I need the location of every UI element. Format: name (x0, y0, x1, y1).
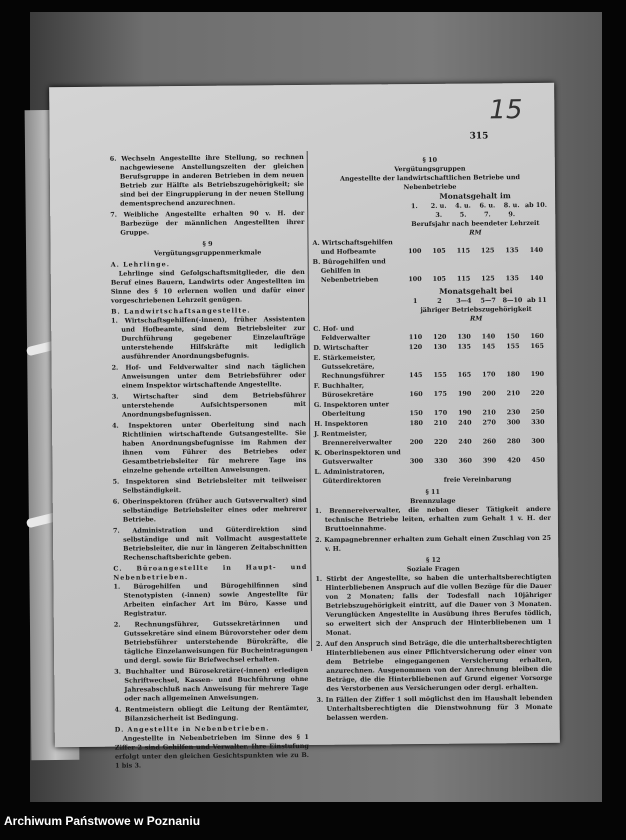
table-cell: 115 (456, 274, 471, 283)
table-cell: 250 (531, 407, 545, 417)
row-label: H. Inspektoren (314, 419, 369, 428)
column-header: 2 (437, 296, 442, 305)
table-cell: 135 (457, 342, 471, 351)
table-cell: 450 (531, 455, 545, 465)
table-cell: 130 (457, 332, 471, 341)
table-cell: 330 (531, 417, 545, 427)
section-number: § 11 (425, 487, 440, 496)
table-cell: 210 (482, 408, 496, 417)
table-cell: 190 (457, 389, 472, 398)
column-header: ab 10. (524, 200, 547, 210)
table-caption: Berufsjahr nach beendeter Lehrzeit (411, 218, 540, 229)
table-cell: 100 (408, 246, 422, 256)
table-row (314, 466, 550, 486)
table-cell: 145 (481, 342, 496, 351)
row-label: K. Oberinspektoren und Gutsverwalter (314, 448, 401, 466)
section-number: § 10 (422, 155, 438, 164)
table-cell: 230 (506, 408, 521, 417)
currency: RM (469, 314, 483, 323)
page-number: 315 (469, 131, 489, 142)
paragraph: 6. Wechseln Angestellte ihre Stellung, so rechnen nachgewiesene Anstellungszeiten der gleichen Berufsgruppe in anderen Betrieben in dem neuen Betrieb zur Hälfte als Betriebszugehörigkeit; sie sind bei der Eingruppierung in der neuen Stellung dementsprechend anzurechnen. (109, 152, 305, 208)
list-item: 3. In Fällen der Ziffer 1 soll möglichst den im Haushalt lebenden Unterhaltsberechtigten die Dienstwohnung für 3 Monate belassen werden. (316, 693, 553, 722)
column-header: ab 11 (526, 295, 547, 305)
subsection-title: D. Angestellte in Nebenbetrieben. (114, 724, 270, 734)
table-cell: 190 (458, 408, 472, 417)
table-cell: 270 (482, 418, 496, 427)
table-row (313, 323, 549, 343)
list-item: 6. Oberinspektoren (früher auch Gutsverwalter) sind selbständige Betriebsleiter eines oder mehrerer Betriebe. (112, 495, 307, 524)
table-cell: 190 (530, 369, 545, 379)
section-heading: Vergütungsgruppenmerkmale (153, 248, 262, 258)
column-header: 8—10 (502, 296, 523, 305)
table-cell: 135 (505, 274, 519, 283)
table-cell: 150 (506, 332, 520, 341)
document-page (49, 83, 560, 770)
table-cell: 280 (506, 437, 521, 446)
column-header: 1. (410, 202, 418, 211)
table-cell: 140 (529, 245, 544, 255)
table-cell: 220 (530, 388, 545, 398)
list-item: 1. Stirbt der Angestellte, so haben die unterhaltsberechtigten Hinterbliebenen Anspruch auf die vollen Bezüge für die Dauer von 2 Monaten; falls der Todesfall nach 10jähriger Betriebszugehörigkeit eintritt, auf die Dauer von 3 Monaten. Verunglücken Angestellte in Ausübung ihres Berufes tödlich, so erweitert sich der Anspruch der Hinterbliebenen um 1 Monat. (315, 572, 552, 637)
paragraph: Angestellte in Nebenbetrieben im Sinne des § 1 Ziffer 2 sind Gehilfen und Verwalter. Ihre Einstufung erfolgt unter den gleichen Gesichtspunkten wie zu B. 1 bis 3. (114, 732, 310, 770)
paragraph: 7. Weibliche Angestellte erhalten 90 v. H. der Barbezüge der männlichen Angestellten ihrer Gruppe. (110, 208, 305, 237)
table-cell: 300 (531, 436, 545, 446)
table-cell: 180 (506, 370, 520, 379)
list-item: 1. Bürogehilfen und Bürogehilfinnen sind Stenotypisten (-innen) sowie Angestellte für Arbeiten einfacher Art im Büro, Kasse und Registratur. (113, 580, 308, 618)
table-cell: 260 (482, 437, 497, 446)
table-cell: 140 (529, 273, 544, 283)
subsection-title: B. Landwirtschaftsangestellte. (111, 306, 251, 316)
section-subheading: Angestellte der landwirtschaftlichen Betriebe und Nebenbetriebe (339, 173, 520, 192)
table-cell: 360 (458, 456, 472, 465)
table-cell: 240 (458, 437, 472, 446)
table-cell: 330 (434, 456, 448, 465)
table-cell: 200 (482, 389, 496, 398)
list-item: 5. Inspektoren sind Betriebsleiter mit teilweiser Selbständigkeit. (112, 475, 307, 495)
section-heading: Soziale Fragen (406, 564, 460, 574)
table-cell: 170 (433, 408, 448, 417)
archive-caption: Archiwum Państwowe w Poznaniu (4, 814, 201, 828)
subsection-title: A. Lehrlinge. (110, 260, 170, 269)
currency: RM (469, 228, 482, 237)
table-cell: 165 (457, 370, 472, 379)
list-item: 2. Rechnungsführer, Gutssekretärinnen und Gutssekretäre sind einem Bürovorsteher oder dem Betriebsführer unterstehende Bürokräfte, die tägliche Einzelanweisungen für Bucheintragungen und dergl. sowie für Briefwechsel erhalten. (113, 618, 309, 665)
section-number: § 12 (426, 555, 441, 564)
table-cell: 110 (408, 332, 423, 342)
list-item: 2. Hof- und Feldverwalter sind nach täglichen Anweisungen unter dem Betriebsführer oder einem Inspektor wirtschaftende Angestellte. (111, 361, 306, 390)
column-header: 8. u. 9. (503, 201, 520, 219)
table-cell: 155 (506, 342, 520, 351)
row-label: L. Administratoren, Güterdirektoren (314, 467, 385, 485)
table-cell: 100 (408, 274, 422, 284)
table-cell: 300 (506, 418, 521, 427)
table-cell: 135 (505, 246, 519, 255)
right-column (312, 145, 553, 725)
list-item: 7. Administration und Güterdirektion sind selbständige und mit Vollmacht ausgestattete Betriebsleiter, die nur in längeren Zeitabschnitten Rechenschaftsberichte geben. (112, 524, 308, 562)
row-label: B. Bürogehilfen und Gehilfen in Nebenbetrieben (312, 257, 386, 284)
list-item: 4. Rentmeistern obliegt die Leitung der Rentämter, Bilanzsicherheit ist Bedingung. (114, 703, 309, 723)
table-cell: 200 (409, 437, 424, 447)
table-cell: 145 (409, 370, 423, 380)
table-cell: 390 (482, 456, 497, 465)
table-cell: 120 (433, 332, 447, 341)
subsection-title: C. Büroangestellte in Haupt- und Nebenbetrieben. (113, 562, 308, 582)
table-cell: 220 (434, 437, 448, 446)
row-label: G. Inspektoren unter Oberleitung (313, 400, 390, 418)
row-label: F. Buchhalter, Bürosekretäre (313, 381, 374, 399)
table-row (314, 447, 550, 467)
row-label: C. Hof- und Feldverwalter (313, 324, 371, 342)
table-header: Monatsgehalt im (439, 191, 511, 201)
column-header: 2. u. 3. (430, 201, 447, 219)
table-cell: 105 (432, 246, 446, 255)
table-cell: 210 (433, 418, 448, 427)
table-cell: 300 (409, 456, 424, 466)
row-label: E. Stärkemeister, Gutssekretäre, Rechnungsführer (313, 353, 385, 380)
section-number: § 9 (202, 239, 213, 248)
table-cell: 125 (481, 274, 495, 283)
list-item: 2. Auf den Anspruch sind Beträge, die die unterhaltsberechtigten Hinterbliebenen aus einer Pflichtversicherung oder einer von dem Betriebe eingegangenen Versicherung erhalten, anzurechnen. Ausgenommen von der Anrechnung bleiben die Beträge, die die Hinterbliebenen auf Grund eigener Vorsorge des Verstorbenen aus Versicherungen oder dergl. erhalten. (315, 637, 553, 693)
column-header: 4. u. 5. (455, 201, 471, 219)
table-row (313, 352, 549, 381)
table-cell: 130 (433, 342, 447, 351)
section-heading: Vergütungsgruppen (394, 164, 466, 174)
table-cell: 170 (482, 370, 496, 379)
handwritten-number: 15 (489, 95, 523, 126)
row-label: J. Rentmeister, Brennereiverwalter (314, 429, 392, 447)
list-item: 1. Brennereiverwalter, die neben dieser Tätigkeit andere technische Betriebe leiten, erhalten zum Gehalt 1 v. H. der Bruttoeinnahme. (314, 504, 551, 533)
paragraph: Lehrlinge sind Gefolgschaftsmitglieder, die den Beruf eines Bauern, Landwirts oder Angestellten im Sinne des § 10 erlernen wollen und dafür einer vorgeschriebenen Lehrzeit genügen. (110, 267, 305, 305)
table-caption: jähriger Betriebszugehörigkeit (420, 305, 532, 314)
table-cell: 155 (433, 370, 447, 379)
table-cell: 160 (409, 389, 423, 399)
row-label: A. Wirtschaftsgehilfen und Hofbeamte (312, 238, 393, 256)
table-header: Monatsgehalt bei (439, 286, 513, 296)
table-row (314, 380, 550, 400)
list-item: 3. Wirtschafter sind dem Betriebsführer unterstehende Aufsichtspersonen mit Anordnungsbefugnissen. (111, 390, 306, 419)
left-column (110, 153, 309, 773)
table-cell: freie Vereinbarung (443, 475, 512, 484)
list-item: 4. Inspektoren unter Oberleitung sind nach Richtlinien wirtschaftende Gutsangestellte. Sie haben Anordnungsbefugnisse im Rahmen der ihnen vom Führer des Betriebes oder Gesamtbetriebsleiter für mehrere Tage ins einzelne gehende erteilten Anweisungen. (112, 419, 307, 475)
row-label: D. Wirtschafter (313, 343, 369, 352)
table-row (312, 237, 548, 257)
table-cell: 160 (530, 331, 544, 341)
table-cell: 165 (530, 341, 544, 351)
list-item: 3. Buchhalter und Bürosekretäre(-innen) erledigen Schriftwechsel, Kassen- und Buchführung ohne Jahresabschluß nach Anweisung für mehrere Tage oder nach allgemeinen Anweisungen. (114, 665, 309, 703)
table-row (314, 399, 550, 419)
column-header: 1 (412, 297, 418, 306)
table-row (314, 428, 550, 448)
column-header: 5—7 (480, 296, 496, 305)
table-cell: 240 (458, 418, 472, 427)
list-item: 1. Wirtschaftsgehilfen(-innen), früher Assistenten und Hofbeamte, sind dem Betriebsleiter zur Durchführung gegebener Einzelaufträge unterstehende Hilfskräfte mit lediglich ausführender Anordnungsbefugnis. (111, 314, 306, 361)
column-divider (307, 151, 312, 651)
table-cell: 115 (456, 246, 471, 255)
table-cell: 210 (506, 389, 520, 398)
table-cell: 120 (408, 342, 423, 352)
section-heading: Brennzulage (409, 496, 456, 506)
table-cell: 140 (481, 332, 496, 341)
table-cell: 420 (507, 456, 521, 465)
column-header: 6. u. 7. (479, 201, 496, 219)
table-cell: 180 (409, 418, 423, 428)
table-cell: 105 (432, 274, 447, 283)
table-row (313, 256, 549, 285)
column-header: 3—4 (456, 296, 472, 305)
table-cell: 175 (433, 389, 448, 398)
list-item: 2. Kampagnebrenner erhalten zum Gehalt einen Zuschlag von 25 v. H. (315, 533, 552, 553)
table-column-headers (312, 201, 548, 221)
table-cell: 125 (481, 246, 495, 255)
table-cell: 150 (409, 408, 423, 418)
